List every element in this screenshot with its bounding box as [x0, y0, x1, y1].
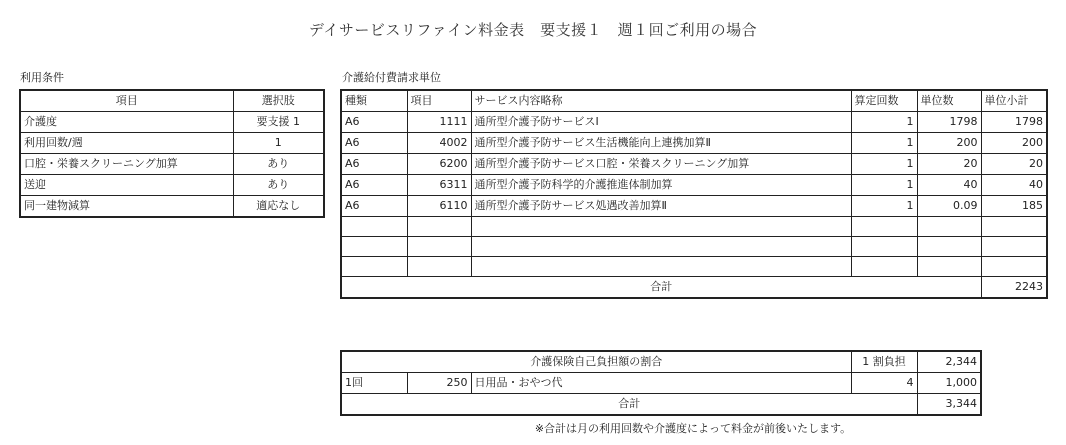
billing-subtotal — [981, 237, 1047, 257]
billing-table — [340, 89, 1048, 299]
billing-service — [471, 257, 851, 277]
billing-count: 1 — [851, 133, 917, 154]
copay-table — [340, 350, 982, 416]
condition-value: あり — [233, 175, 324, 196]
billing-total-label: 合計 — [341, 277, 981, 299]
billing-service: 通所型介護予防サービス口腔・栄養スクリーニング加算 — [471, 154, 851, 175]
billing-units: 40 — [917, 175, 981, 196]
conditions-header-choice: 選択肢 — [233, 90, 324, 112]
billing-type — [341, 237, 407, 257]
billing-type — [341, 217, 407, 237]
billing-service: 通所型介護予防サービス生活機能向上連携加算Ⅱ — [471, 133, 851, 154]
condition-value: 1 — [233, 133, 324, 154]
copay-item-qty: 1回 — [341, 373, 407, 394]
billing-count: 1 — [851, 196, 917, 217]
condition-label: 利用回数/週 — [20, 133, 233, 154]
billing-type: A6 — [341, 196, 407, 217]
billing-header-type: 種類 — [341, 90, 407, 112]
billing-count — [851, 237, 917, 257]
billing-service: 通所型介護予防サービスⅠ — [471, 112, 851, 133]
billing-subtotal: 40 — [981, 175, 1047, 196]
billing-service: 通所型介護予防サービス処遇改善加算Ⅱ — [471, 196, 851, 217]
copay-rate-label: 1 割負担 — [851, 351, 917, 373]
billing-units: 0.09 — [917, 196, 981, 217]
table-row — [20, 133, 324, 154]
billing-units — [917, 237, 981, 257]
billing-units: 1798 — [917, 112, 981, 133]
copay-item-name: 日用品・おやつ代 — [471, 373, 851, 394]
copay-item-amount: 1,000 — [917, 373, 981, 394]
billing-subtotal — [981, 257, 1047, 277]
billing-header-subtotal: 単位小計 — [981, 90, 1047, 112]
table-row — [341, 112, 1047, 133]
copay-header-label: 介護保険自己負担額の割合 — [341, 351, 851, 373]
billing-total-value: 2243 — [981, 277, 1047, 299]
billing-header-count: 算定回数 — [851, 90, 917, 112]
copay-header-row — [341, 351, 981, 373]
billing-code: 4002 — [407, 133, 471, 154]
billing-section-label: 介護給付費請求単位 — [342, 71, 441, 84]
condition-label: 介護度 — [20, 112, 233, 133]
condition-label: 同一建物減算 — [20, 196, 233, 218]
billing-type: A6 — [341, 112, 407, 133]
billing-code — [407, 217, 471, 237]
billing-units — [917, 257, 981, 277]
page-title: デイサービスリファイン料金表 要支援１ 週１回ご利用の場合 — [308, 21, 758, 39]
billing-type — [341, 257, 407, 277]
billing-service: 通所型介護予防科学的介護推進体制加算 — [471, 175, 851, 196]
billing-header-service: サービス内容略称 — [471, 90, 851, 112]
billing-total-row — [341, 277, 1047, 299]
billing-subtotal: 185 — [981, 196, 1047, 217]
conditions-header-row — [20, 90, 324, 112]
billing-count: 1 — [851, 112, 917, 133]
billing-code: 6110 — [407, 196, 471, 217]
table-row — [341, 154, 1047, 175]
billing-units: 200 — [917, 133, 981, 154]
table-row — [341, 257, 1047, 277]
billing-count: 1 — [851, 154, 917, 175]
billing-service — [471, 217, 851, 237]
conditions-header-item: 項目 — [20, 90, 233, 112]
conditions-table — [19, 89, 325, 218]
conditions-section-label: 利用条件 — [20, 71, 64, 84]
table-row — [341, 175, 1047, 196]
billing-header-row — [341, 90, 1047, 112]
footnote: ※合計は月の利用回数や介護度によって料金が前後いたします。 — [534, 422, 852, 435]
condition-value: 適応なし — [233, 196, 324, 218]
billing-count: 1 — [851, 175, 917, 196]
billing-service — [471, 237, 851, 257]
table-row — [20, 154, 324, 175]
copay-item-price: 250 — [407, 373, 471, 394]
billing-code: 6311 — [407, 175, 471, 196]
table-row — [341, 373, 981, 394]
table-row — [341, 237, 1047, 257]
billing-header-code: 項目 — [407, 90, 471, 112]
billing-header-units: 単位数 — [917, 90, 981, 112]
copay-rate-value: 2,344 — [917, 351, 981, 373]
billing-units — [917, 217, 981, 237]
billing-type: A6 — [341, 133, 407, 154]
billing-type: A6 — [341, 175, 407, 196]
table-row — [341, 196, 1047, 217]
billing-subtotal — [981, 217, 1047, 237]
copay-total-label: 合計 — [341, 394, 917, 416]
copay-item-count: 4 — [851, 373, 917, 394]
billing-units: 20 — [917, 154, 981, 175]
billing-code — [407, 237, 471, 257]
table-row — [20, 196, 324, 218]
table-row — [341, 217, 1047, 237]
copay-total-row — [341, 394, 981, 416]
condition-value: あり — [233, 154, 324, 175]
copay-total-value: 3,344 — [917, 394, 981, 416]
condition-label: 口腔・栄養スクリーニング加算 — [20, 154, 233, 175]
table-row — [341, 133, 1047, 154]
table-row — [20, 112, 324, 133]
table-row — [20, 175, 324, 196]
billing-type: A6 — [341, 154, 407, 175]
billing-code: 6200 — [407, 154, 471, 175]
billing-subtotal: 1798 — [981, 112, 1047, 133]
billing-count — [851, 217, 917, 237]
billing-code: 1111 — [407, 112, 471, 133]
condition-label: 送迎 — [20, 175, 233, 196]
billing-subtotal: 200 — [981, 133, 1047, 154]
billing-code — [407, 257, 471, 277]
billing-subtotal: 20 — [981, 154, 1047, 175]
condition-value: 要支援 1 — [233, 112, 324, 133]
billing-count — [851, 257, 917, 277]
